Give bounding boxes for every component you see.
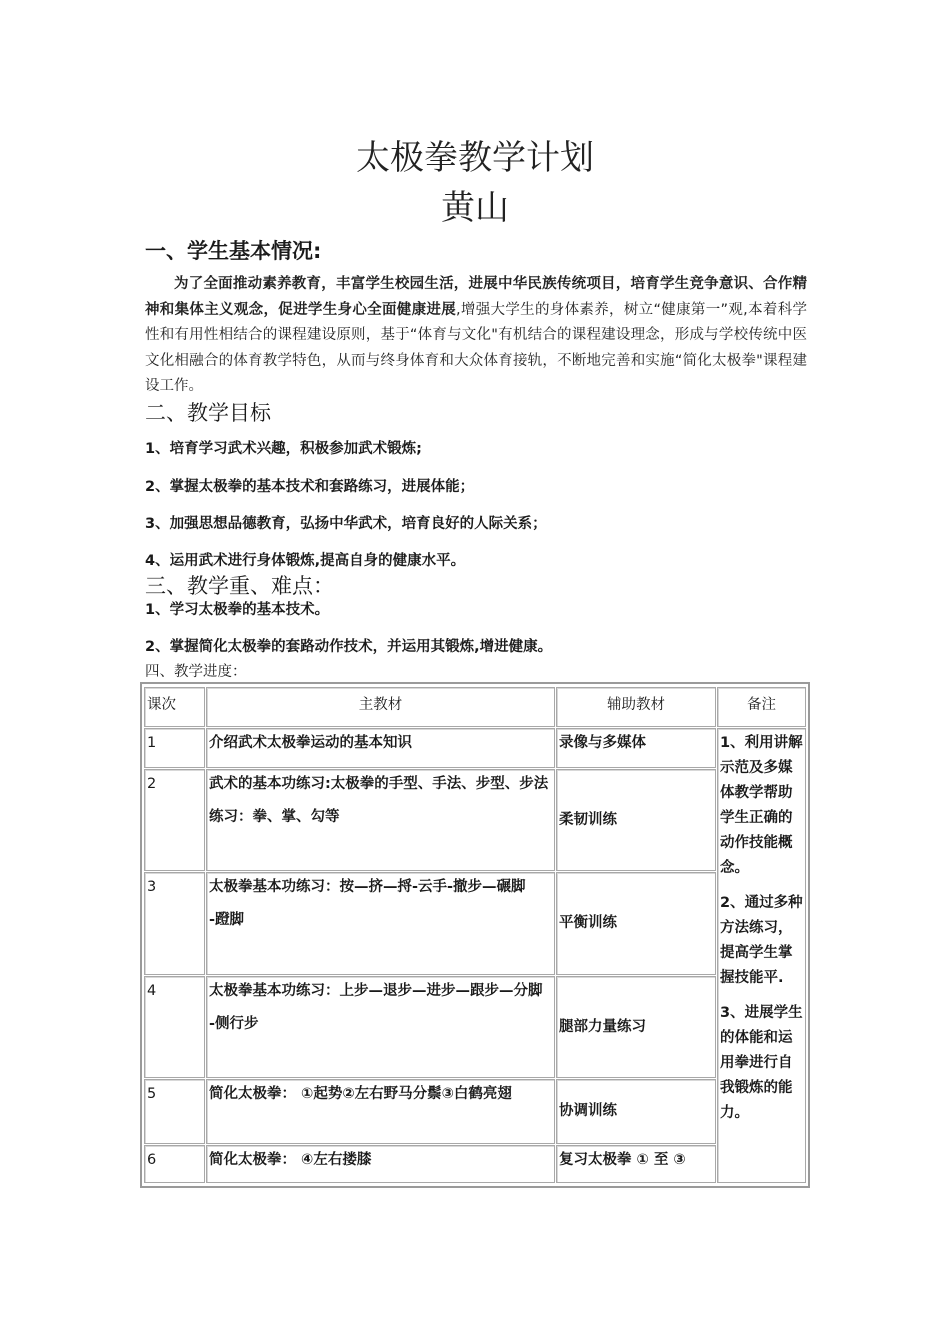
section3-heading: 三、教学重、难点： bbox=[145, 574, 334, 598]
table-header-aux: 辅助教材 bbox=[556, 687, 716, 727]
table-row-4-num: 4 bbox=[144, 976, 205, 1078]
table-header-notes: 备注 bbox=[717, 687, 806, 727]
section1-paragraph-bold: 为了全面推动素养教育，丰富学生校园生活，进展中华民族传统项目，培育学生竞争意识、合作精神和集体主义观念，促进学生身心全面健康进展 bbox=[145, 276, 807, 318]
table-row-3-main-text: 太极拳基本功练习：按—挤—捋-云手-撤步—碾脚 bbox=[209, 879, 526, 895]
document-author: 黄山 bbox=[441, 188, 509, 228]
table-notes-cell bbox=[717, 728, 806, 1183]
section1-paragraph-rest: ,增强大学生的身体素养，树立“健康第一”观,本着科学性和有用性相结合的课程建设原则，基于“体育与文化"有机结合的课程建设理念，形成与学校传统中医文化相融合的体育教学特色，从而与终身体育和大众体育接轨，不断地完善和实施“简化太极拳"课程建设工作。 bbox=[145, 301, 808, 394]
table-header-lesson: 课次 bbox=[144, 687, 205, 727]
table-row-4-main bbox=[206, 976, 555, 1078]
table-row-2-main-text: 武术的基本功练习:太极拳的手型、手法、步型、步法 bbox=[209, 776, 549, 792]
table-row-3-main-text-2: -蹬脚 bbox=[209, 912, 245, 928]
table-row-6-num: 6 bbox=[144, 1145, 205, 1183]
table-row-6-aux: 复习太极拳 ① 至 ③ bbox=[556, 1145, 716, 1183]
section4-heading: 四、教学进度： bbox=[145, 664, 247, 680]
table-row-3-num: 3 bbox=[144, 872, 205, 975]
table-row-5-main: 简化太极拳： ①起势②左右野马分鬃③白鹤亮翅 bbox=[206, 1079, 555, 1144]
table-row-4-main-text: 太极拳基本功练习：上步—退步—进步—跟步—分脚 bbox=[209, 983, 543, 999]
goal-item-3: 3、加强思想品德教育，弘扬中华武术，培育良好的人际关系； bbox=[145, 516, 547, 532]
note-1: 1、利用讲解示范及多媒体教学帮助学生正确的动作技能概念。 bbox=[720, 735, 803, 876]
note-2: 2、通过多种方法练习，提高学生掌握技能平. bbox=[720, 895, 803, 986]
goal-item-2: 2、掌握太极拳的基本技术和套路练习，进展体能； bbox=[145, 479, 475, 495]
goal-item-4: 4、运用武术进行身体锻炼,提高自身的健康水平。 bbox=[145, 553, 466, 569]
table-row-5-num: 5 bbox=[144, 1079, 205, 1144]
table-row-6-main: 简化太极拳： ④左右搂膝 bbox=[206, 1145, 555, 1183]
goal-item-1: 1、培育学习武术兴趣，积极参加武术锻炼; bbox=[145, 441, 422, 457]
table-row-2-main-text-2: 练习：拳、掌、勾等 bbox=[209, 809, 340, 825]
table-row-2-aux: 柔韧训练 bbox=[556, 769, 716, 871]
key-point-1: 1、学习太极拳的基本技术。 bbox=[145, 602, 330, 618]
table-row-4-main-text-2: -侧行步 bbox=[209, 1016, 259, 1032]
key-point-2: 2、掌握简化太极拳的套路动作技术，并运用其锻炼,增进健康。 bbox=[145, 639, 553, 655]
schedule-table bbox=[140, 682, 810, 1188]
table-row-1-aux: 录像与多媒体 bbox=[556, 728, 716, 768]
section1-paragraph bbox=[145, 272, 807, 400]
section2-heading: 二、教学目标 bbox=[145, 401, 271, 425]
table-row-1-num: 1 bbox=[144, 728, 205, 768]
section1-heading: 一、学生基本情况: bbox=[145, 239, 322, 263]
table-row-2-main bbox=[206, 769, 555, 871]
table-header-main: 主教材 bbox=[206, 687, 555, 727]
table-row-5-aux: 协调训练 bbox=[556, 1079, 716, 1144]
document-title: 太极拳教学计划 bbox=[356, 138, 594, 178]
table-row-2-num: 2 bbox=[144, 769, 205, 871]
note-3: 3、进展学生的体能和运用拳进行自我锻炼的能力。 bbox=[720, 1005, 803, 1121]
table-row-4-aux: 腿部力量练习 bbox=[556, 976, 716, 1078]
table-row-3-main bbox=[206, 872, 555, 975]
table-row-3-aux: 平衡训练 bbox=[556, 872, 716, 975]
table-row-1-main: 介绍武术太极拳运动的基本知识 bbox=[206, 728, 555, 768]
